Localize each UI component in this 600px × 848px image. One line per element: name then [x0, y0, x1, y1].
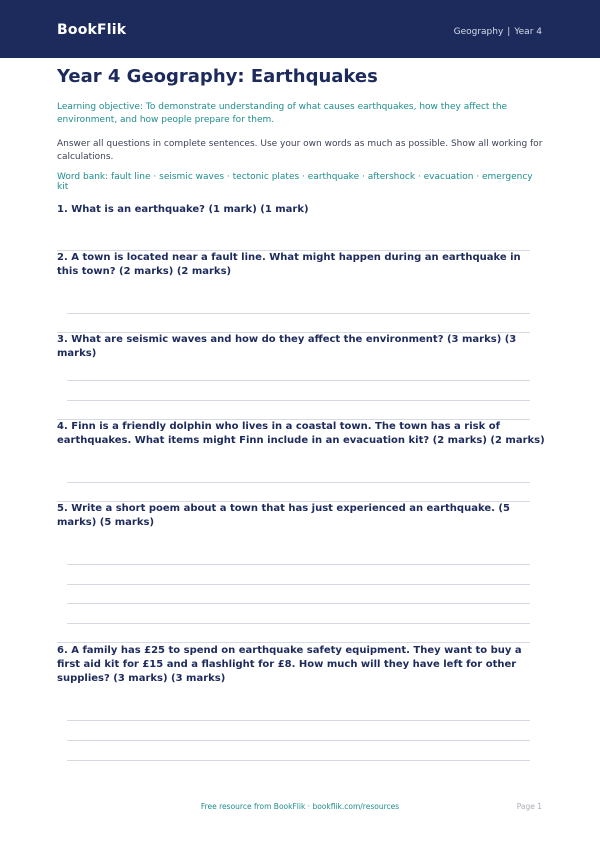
answer-line[interactable] — [67, 380, 530, 381]
year-label: Year 4 — [514, 27, 542, 37]
answer-line[interactable] — [67, 740, 530, 741]
page-title: Year 4 Geography: Earthquakes — [57, 66, 378, 87]
answer-line[interactable] — [57, 642, 530, 643]
answer-line[interactable] — [67, 760, 530, 761]
question-6: 6. A family has £25 to spend on earthquake safety equipment. They want to buy a first aid kit for £15 and a flashlight for £8. How much will they have left for other supplies? (3 marks) (3 marks) — [57, 645, 522, 684]
question-3: 3. What are seismic waves and how do they affect the environment? (3 marks) (3 marks) — [57, 334, 517, 359]
answer-line[interactable] — [67, 584, 530, 585]
question-1: 1. What is an earthquake? (1 mark) (1 mark) — [57, 204, 309, 215]
answer-line[interactable] — [67, 720, 530, 721]
answer-line[interactable] — [67, 603, 530, 604]
header-separator: | — [507, 27, 511, 37]
answer-line[interactable] — [67, 623, 530, 624]
question-4: 4. Finn is a friendly dolphin who lives in a coastal town. The town has a risk of earthquakes. What items might Finn include in an evacuation kit? (2 marks) (2 marks) — [57, 421, 545, 446]
footer-text[interactable]: Free resource from BookFlik · bookflik.com/resources — [200, 802, 400, 811]
word-bank: Word bank: fault line · seismic waves · tectonic plates · earthquake · aftershock · evacuation · emergency kit — [57, 172, 533, 192]
answer-line[interactable] — [67, 482, 530, 483]
question-5: 5. Write a short poem about a town that has just experienced an earthquake. (5 marks) (5 marks) — [57, 503, 510, 528]
page-number: Page 1 — [516, 802, 542, 811]
answer-line[interactable] — [67, 564, 530, 565]
brand-logo: BookFlik — [57, 22, 127, 38]
page-header — [0, 0, 600, 58]
learning-objective: Learning objective: To demonstrate understanding of what causes earthquakes, how they affect the environment, and how people prepare for them. — [57, 102, 508, 125]
instructions: Answer all questions in complete sentences. Use your own words as much as possible. Show all working for calculations. — [57, 139, 543, 162]
header-meta — [454, 27, 542, 37]
question-2: 2. A town is located near a fault line. What might happen during an earthquake in this town? (2 marks) (2 marks) — [57, 252, 521, 277]
answer-line[interactable] — [67, 400, 530, 401]
subject-label: Geography — [453, 27, 504, 37]
answer-line[interactable] — [67, 313, 530, 314]
